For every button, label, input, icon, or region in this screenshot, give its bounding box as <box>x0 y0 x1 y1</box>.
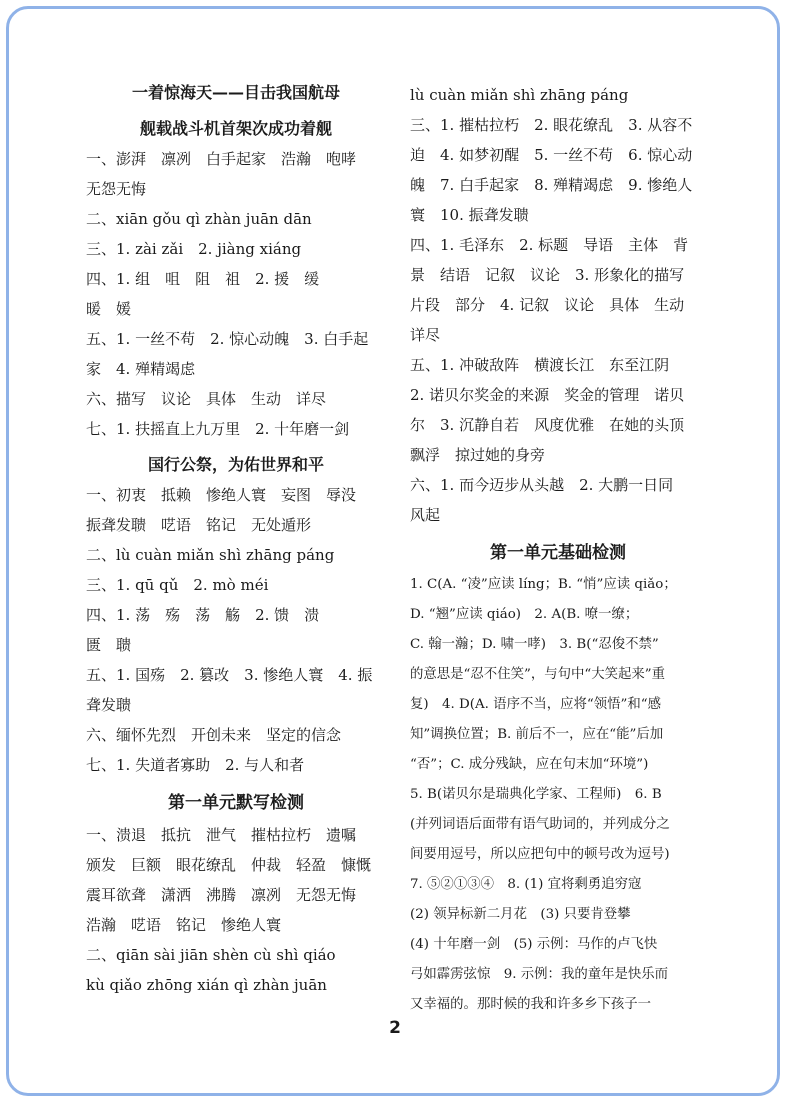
answer-line: 一、澎湃 凛冽 白手起家 浩瀚 咆哮 <box>86 150 357 168</box>
answer-line: 暖 媛 <box>86 300 132 318</box>
answer-line: 六、缅怀先烈 开创未来 坚定的信念 <box>86 726 342 744</box>
answer-line: 三、1. zài zǎi 2. jiàng xiáng <box>86 240 302 258</box>
answer-line: 片段 部分 4. 记叙 议论 具体 生动 <box>410 296 685 314</box>
answer-line: 震耳欲聋 潇洒 沸腾 凛冽 无怨无悔 <box>86 886 357 904</box>
answer-line: “否”；C. 成分残缺，应在句末加“环境”) <box>410 757 649 772</box>
right-column <box>410 80 706 1020</box>
answer-line: 一、溃退 抵抗 泄气 摧枯拉朽 遗嘱 <box>86 826 357 844</box>
answer-line: 四、1. 毛泽东 2. 标题 导语 主体 背 <box>410 236 689 254</box>
page-number: 2 <box>389 1018 401 1038</box>
answer-line: 七、1. 扶摇直上九万里 2. 十年磨一剑 <box>86 420 350 438</box>
answer-line: 1. C(A. “凌”应读 líng；B. “悄”应读 qiǎo； <box>410 577 677 592</box>
answer-line: kù qiǎo zhōng xián qì zhàn juān <box>86 976 327 994</box>
answer-line: 振聋发聩 呓语 铭记 无处遁形 <box>86 516 312 534</box>
answer-line: 无怨无悔 <box>86 180 147 198</box>
answer-line: 七、1. 失道者寡助 2. 与人和者 <box>86 756 305 774</box>
answer-line: 六、1. 而今迈步从头越 2. 大鹏一日同 <box>410 476 674 494</box>
answer-line: 间要用逗号，所以应把句中的顿号改为逗号) <box>410 847 670 862</box>
answer-line: 二、xiān gǒu qì zhàn juān dān <box>86 210 312 228</box>
answer-line: (4) 十年磨一剑 (5) 示例：马作的卢飞快 <box>410 937 658 952</box>
answer-line: 四、1. 荡 殇 荡 觞 2. 馈 溃 <box>86 606 320 624</box>
answer-line: 六、描写 议论 具体 生动 详尽 <box>86 390 327 408</box>
answer-line: D. “翘”应读 qiáo) 2. A(B. 嘹一缭； <box>410 607 639 622</box>
answer-line: 迫 4. 如梦初醒 5. 一丝不苟 6. 惊心动 <box>410 146 693 164</box>
answer-line: 五、1. 冲破敌阵 横渡长江 东至江阴 <box>410 356 670 374</box>
answer-line: 三、1. 摧枯拉朽 2. 眼花缭乱 3. 从容不 <box>410 116 693 134</box>
answer-line: 详尽 <box>410 326 441 344</box>
answer-line: 5. B(诺贝尔是瑞典化学家、工程师) 6. B <box>410 787 662 802</box>
answer-line: 风起 <box>410 506 441 524</box>
answer-line: C. 翰一瀚；D. 啸一哮) 3. B(“忍俊不禁” <box>410 637 659 652</box>
answer-line: 又幸福的。那时候的我和许多乡下孩子一 <box>410 997 652 1012</box>
answer-line: 匮 聩 <box>86 636 132 654</box>
answer-line: 弓如霹雳弦惊 9. 示例：我的童年是快乐而 <box>410 967 669 982</box>
answer-line: 的意思是“忍不住笑”，与句中“大笑起来”重 <box>410 667 666 682</box>
answer-line: 2. 诺贝尔奖金的来源 奖金的管理 诺贝 <box>410 386 685 404</box>
answer-line: 景 结语 记叙 议论 3. 形象化的描写 <box>410 266 685 284</box>
answer-line: 三、1. qū qǔ 2. mò méi <box>86 576 269 594</box>
section-title: 第一单元默写检测 <box>168 793 304 813</box>
answer-line: 知”调换位置；B. 前后不一，应在“能”后加 <box>410 727 664 742</box>
answer-line: lù cuàn miǎn shì zhāng páng <box>410 86 629 104</box>
section-title: 第一单元基础检测 <box>490 543 626 563</box>
answer-line: 一、初衷 抵赖 惨绝人寰 妄图 辱没 <box>86 486 357 504</box>
answer-line: 颁发 巨额 眼花缭乱 仲裁 轻盈 慷慨 <box>86 856 372 874</box>
section-title: 一着惊海天——目击我国航母 <box>131 83 340 102</box>
answer-line: 魄 7. 白手起家 8. 殚精竭虑 9. 惨绝人 <box>410 176 693 194</box>
answer-line: (并列词语后面带有语气助词的，并列成分之 <box>410 817 670 832</box>
answer-line: 复) 4. D(A. 语序不当，应将“领悟”和“感 <box>410 697 662 712</box>
left-column <box>86 78 386 1000</box>
answer-line: 聋发聩 <box>86 696 132 714</box>
answer-line: 浩瀚 呓语 铭记 惨绝人寰 <box>86 916 282 934</box>
answer-line: 二、qiān sài jiān shèn cù shì qiáo <box>86 946 336 964</box>
section-title: 国行公祭，为佑世界和平 <box>147 455 324 474</box>
answer-line: 四、1. 组 咀 阻 祖 2. 援 缓 <box>86 270 320 288</box>
answer-line: (2) 领异标新二月花 (3) 只要肯登攀 <box>410 907 631 922</box>
section-title: 舰载战斗机首架次成功着舰 <box>139 119 332 138</box>
answer-line: 飘浮 掠过她的身旁 <box>410 446 546 464</box>
answer-line: 寰 10. 振聋发聩 <box>410 206 529 224</box>
answer-line: 7. ⑤②①③④ 8. (1) 宜将剩勇追穷寇 <box>410 877 642 892</box>
answer-line: 家 4. 殚精竭虑 <box>86 360 196 378</box>
answer-line: 五、1. 一丝不苟 2. 惊心动魄 3. 白手起 <box>86 330 369 348</box>
answer-line: 五、1. 国殇 2. 篡改 3. 惨绝人寰 4. 振 <box>86 666 373 684</box>
answer-line: 二、lù cuàn miǎn shì zhāng páng <box>86 546 335 564</box>
answer-line: 尔 3. 沉静自若 风度优雅 在她的头顶 <box>410 416 685 434</box>
